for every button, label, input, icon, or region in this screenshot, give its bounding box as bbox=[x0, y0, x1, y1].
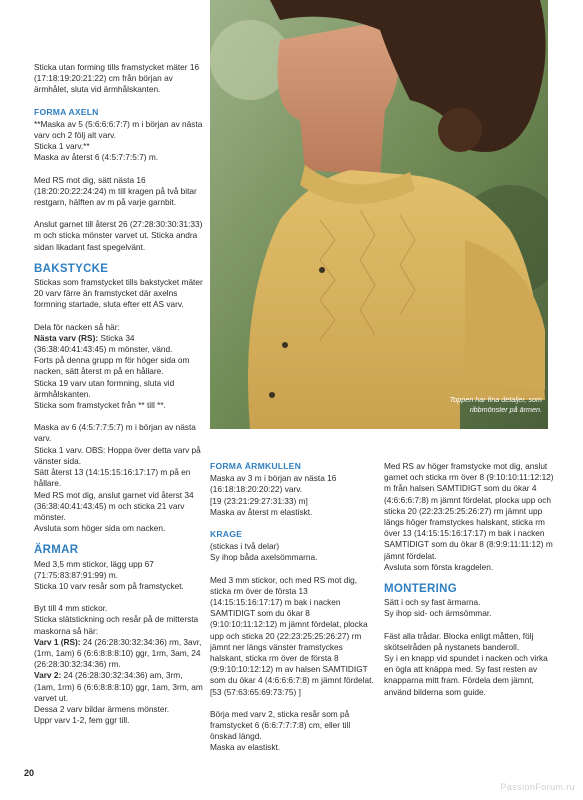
body-text: Med RS mot dig, sätt nästa 16 (18:20:20:22:24:24) m till kragen på två bitar restgarn, hälften av m på varje garnbit. bbox=[34, 174, 197, 208]
body-text: Med 3 mm stickor, och med RS mot dig, sticka rm över de första 13 (14:15:15:16:17:17) m bak i nacken SAMTIDIGT som du ökar 8 (9:10:10:11:12:12) m jämnt fördelat, plocka upp och sticka 20 (22:23:25:25:26:27) rm jämnt ner längs vänster framstyckes halskant, sticka rm över de första 8 (9:9:10:10:12:12) m av halsen SAMTIDIGT som du ökar 4 (4:6:6:6:7:8) m jämnt fördelat. [53 (57:63:65:69:73:75) ] bbox=[210, 574, 374, 697]
body-text-row bbox=[34, 637, 206, 671]
body-text: Dela för nacken så här: bbox=[34, 321, 120, 332]
body-text: Börja med varv 2, sticka resår som på framstycket 6 (6:6:7:7:7:8) cm, eller till önskad längd. Maska av elastiskt. bbox=[210, 708, 351, 753]
body-text: Med RS av höger framstycke mot dig, anslut garnet och sticka rm över 8 (9:10:10:11:12:12) m från halsen SAMTIDIGT som du ökar 4 (4:6:6:6:7:8) m jämnt fördelat, plocka upp och sticka 20 (22:23:25:25:26:27) rm jämnt upp längs höger framstyckes halskant, sticka rm över 13 (14:15:15:16:17:17) m bak i nacken SAMTIDIGT som du ökar 8 (8:9:9:11:11:12) m jämnt fördelat. Avsluta som första kragdelen. bbox=[384, 461, 554, 572]
photo-caption: Toppen har fina detaljer, som ribbmönster på ärmen. bbox=[449, 395, 542, 414]
row-text: 24 (26:28:30:32:34:36) rm, 3avr, (1rm, 1am) 6 (6:6:8:8:8:10) ggr, 1rm, 3am, 24 (26:28:30:32:34:36) rm. bbox=[34, 636, 202, 670]
section-heading-forma-axeln: FORMA AXELN bbox=[34, 106, 99, 117]
body-text: **Maska av 5 (5:6:6:6:7:7) m i början av nästa varv och 2 följ alt varv. Sticka 1 varv.** Maska av återst 6 (4:5:7:7:5:7) m. bbox=[34, 118, 203, 163]
body-text: Maska av 3 m i början av nästa 16 (16:18:18:20:20:22) varv. [19 (23:21:29:27:31:33) m] Maska av återst m elastiskt. bbox=[210, 473, 337, 517]
section-heading-armar: ÄRMAR bbox=[34, 544, 79, 557]
body-text: Sticka utan forming tills framstycket mäter 16 (17:18:19:20:21:22) cm från början av ärmhålet, sluta vid ärmhålskanten. bbox=[34, 62, 200, 95]
model-photo bbox=[210, 0, 548, 429]
section-heading-krage: KRAGE bbox=[210, 529, 243, 540]
body-text: Anslut garnet till återst 26 (27:28:30:30:31:33) m och sticka mönster varvet ut. Sticka andra sidan likadant fast spegelvänt. bbox=[34, 219, 203, 252]
row-label: Varv 1 (RS): bbox=[34, 636, 81, 647]
section-heading-bakstycke: BAKSTYCKE bbox=[34, 262, 109, 275]
row-text: Sticka 34 (36:38:40:41:43:45) m mönster, vänd. Forts på denna grupp m för höger sida om nacken, sätt återst m på en hållare. Sticka 19 varv utan formning, sluta vid ärmhålskanten. Sticka som framstycket från ** till **. bbox=[34, 332, 190, 411]
section-heading-forma-armkullen: FORMA ÄRMKULLEN bbox=[210, 461, 301, 471]
left-column bbox=[34, 62, 206, 737]
body-text: Maska av 6 (4:5:7:7:5:7) m i början av nästa varv. Sticka 1 varv. OBS: Hoppa över detta varv på vänster sida. Sätt återst 13 (14:15:15:16:17:17) m på en hållare. Med RS mot dig, anslut garnet vid återst 34 (36:38:40:41:43:45) m och sticka 21 varv mönster. Avsluta som höger sida om nacken. bbox=[34, 422, 201, 534]
middle-column bbox=[210, 461, 378, 765]
page-number: 20 bbox=[24, 768, 35, 778]
body-text: Byt till 4 mm stickor. Sticka slätstickning och resår på de mittersta maskorna så här: bbox=[34, 603, 199, 636]
body-text-row bbox=[34, 333, 206, 411]
body-text: (stickas i två delar) Sy ihop båda axelsömmarna. bbox=[210, 541, 318, 563]
section-heading-montering: MONTERING bbox=[384, 583, 457, 596]
row-label: Varv 2: bbox=[34, 670, 62, 681]
right-column bbox=[384, 461, 556, 709]
body-text: Med 3,5 mm stickor, lägg upp 67 (71:75:83:87:91:99) m. Sticka 10 varv resår som på framstycket. bbox=[34, 558, 184, 591]
watermark: PassionForum.ru bbox=[500, 782, 575, 792]
body-text: Fäst alla trådar. Blocka enligt måtten, följ skötselråden på nystanets banderoll. Sy i en knapp vid spundet i nacken och virka en ögla att knäppa med. Sy fast resten av knapparna mitt fram. Fördela dem jämnt, använd bilderna som guide. bbox=[384, 630, 548, 697]
photo-illustration bbox=[210, 0, 548, 429]
row-text: 24 (26:28:30:32:34:36) am, 3rm, (1am, 1rm) 6 (6:6:8:8:8:10) ggr, 1am, 3rm, am varvet ut. Dessa 2 varv bildar ärmens mönster. Uppr varv 1-2, fem ggr till. bbox=[34, 670, 203, 726]
row-label: Nästa varv (RS): bbox=[34, 332, 99, 343]
body-text: Sätt i och sy fast ärmarna. Sy ihop sid- och ärmsömmar. bbox=[384, 597, 492, 619]
body-text-row bbox=[34, 670, 206, 726]
body-text: Stickas som framstycket tills bakstycket mäter 20 varv färre än framstycket där axelns formning startade, sluta efter ett AS varv. bbox=[34, 277, 203, 310]
